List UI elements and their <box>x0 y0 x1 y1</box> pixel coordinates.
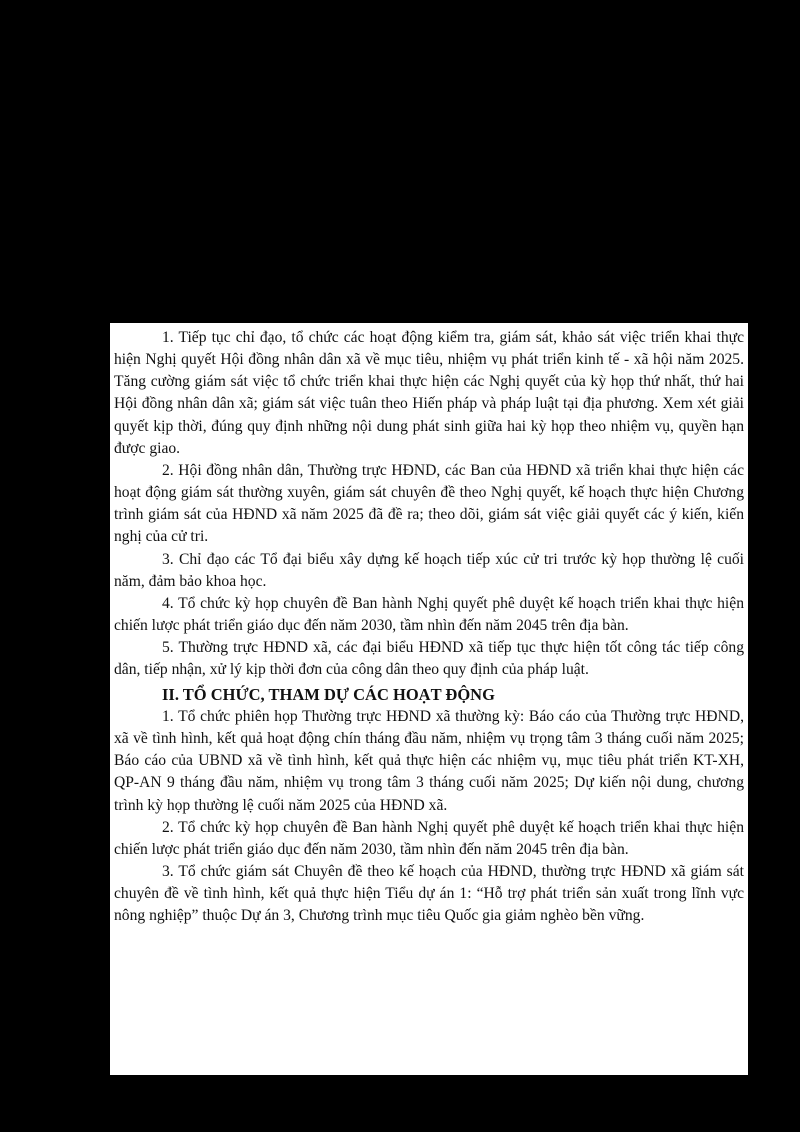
paragraph-2-1: 1. Tổ chức phiên họp Thường trực HĐND xã thường kỳ: Báo cáo của Thường trực HĐND, xã về tình hình, kết quả hoạt động chín tháng đầu năm, nhiệm vụ trọng tâm 3 tháng cuối năm 2025; Báo cáo của UBND xã về tình hình, kết quả thực hiện các nhiệm vụ, mục tiêu phát triển KT-XH, QP-AN 9 tháng đầu năm, nhiệm vụ trong tâm 3 tháng cuối năm 2025; Dự kiến nội dung, chương trình kỳ họp thường lệ cuối năm 2025 của HĐND xã. <box>114 707 744 814</box>
paragraph-2-2: 2. Tổ chức kỳ họp chuyên đề Ban hành Nghị quyết phê duyệt kế hoạch triển khai thực hiện chiến lược phát triển giáo dục đến năm 2030, tầm nhìn đến năm 2045 trên địa bàn. <box>114 818 744 858</box>
paragraph-1-4: 4. Tổ chức kỳ họp chuyên đề Ban hành Nghị quyết phê duyệt kế hoạch triển khai thực hiện chiến lược phát triển giáo dục đến năm 2030, tầm nhìn đến năm 2045 trên địa bàn. <box>114 594 744 635</box>
paragraph-1-3: 3. Chỉ đạo các Tổ đại biểu xây dựng kế hoạch tiếp xúc cử tri trước kỳ họp thường lệ cuối năm, đảm bảo khoa học. <box>114 550 744 590</box>
section-heading-2: II. TỔ CHỨC, THAM DỰ CÁC HOẠT ĐỘNG <box>162 684 495 704</box>
document-page <box>110 323 748 1075</box>
paragraph-1-1: 1. Tiếp tục chỉ đạo, tổ chức các hoạt động kiểm tra, giám sát, khảo sát việc triển khai thực hiện Nghị quyết Hội đồng nhân dân xã về mục tiêu, nhiệm vụ phát triển kinh tế - xã hội năm 2025. Tăng cường giám sát việc tổ chức triển khai thực hiện các Nghị quyết của kỳ họp thứ nhất, thứ hai Hội đồng nhân dân xã; giám sát việc tuân theo Hiến pháp và pháp luật tại địa phương. Xem xét giải quyết kịp thời, đúng quy định những nội dung phát sinh giữa hai kỳ họp theo nhiệm vụ, quyền hạn được giao. <box>114 329 744 457</box>
paragraph-1-2: 2. Hội đồng nhân dân, Thường trực HĐND, các Ban của HĐND xã triển khai thực hiện các hoạt động giám sát thường xuyên, giám sát chuyên đề theo Nghị quyết, kế hoạch thực hiện Chương trình giám sát của HĐND xã năm 2025 đã đề ra; theo dõi, giám sát việc giải quyết các ý kiến, kiến nghị của cử tri. <box>114 461 744 546</box>
paragraph-2-3: 3. Tổ chức giám sát Chuyên đề theo kế hoạch của HĐND, thường trực HĐND xã giám sát chuyên đề về tình hình, kết quả thực hiện Tiểu dự án 1: “Hỗ trợ phát triển sản xuất trong lĩnh vực nông nghiệp” thuộc Dự án 3, Chương trình mục tiêu Quốc gia giảm nghèo bền vững. <box>114 863 744 925</box>
paragraph-1-5: 5. Thường trực HĐND xã, các đại biểu HĐND xã tiếp tục thực hiện tốt công tác tiếp công dân, tiếp nhận, xử lý kịp thời đơn của công dân theo quy định của pháp luật. <box>114 639 744 679</box>
